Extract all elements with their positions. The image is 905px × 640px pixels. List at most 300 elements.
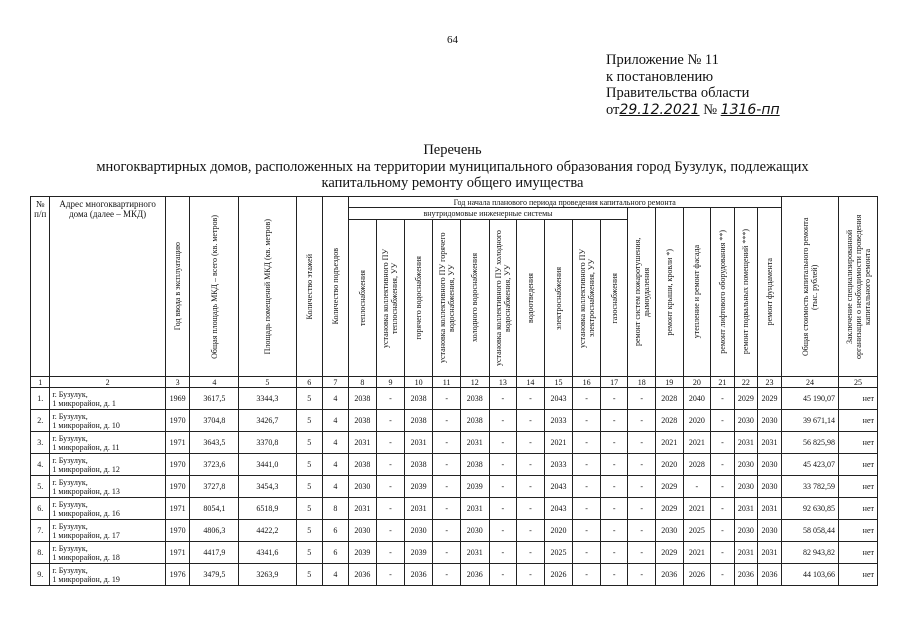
row-address [50, 520, 165, 542]
row-address [50, 388, 165, 410]
cell-floors: 5 [296, 410, 323, 432]
cell-c15: 2043 [544, 476, 573, 498]
column-number: 18 [628, 377, 656, 388]
header-fire: ремонт систем пожаротушения, дымоудаления [628, 208, 656, 377]
cell-c21: - [711, 520, 734, 542]
cell-c11: - [433, 410, 461, 432]
cell-c12: 2038 [460, 454, 489, 476]
cell-c10: 2038 [404, 388, 433, 410]
row-number: 2. [31, 410, 50, 432]
registry-table [30, 196, 878, 586]
cell-prem: 3454,3 [239, 476, 296, 498]
cell-c15: 2043 [544, 498, 573, 520]
address-street: 1 микрорайон, д. 18 [52, 552, 120, 562]
cell-c20: 2040 [683, 388, 711, 410]
column-number: 17 [600, 377, 628, 388]
cell-c16: - [573, 454, 601, 476]
cell-cost: 33 782,59 [781, 476, 838, 498]
cell-c14: - [517, 498, 545, 520]
header-floors: Количество этажей [296, 197, 323, 377]
cell-c14: - [517, 388, 545, 410]
column-number: 1 [31, 377, 50, 388]
cell-c17: - [600, 542, 628, 564]
column-number: 11 [433, 377, 461, 388]
cell-c16: - [573, 498, 601, 520]
cell-c17: - [600, 410, 628, 432]
column-number: 21 [711, 377, 734, 388]
cell-c19: 2030 [656, 520, 684, 542]
appendix-line-4 [606, 102, 780, 119]
row-number: 6. [31, 498, 50, 520]
cell-c11: - [433, 542, 461, 564]
address-street: 1 микрорайон, д. 17 [52, 530, 120, 540]
header-basement: ремонт подвальных помещений ***) [734, 208, 757, 377]
cell-ent: 4 [323, 410, 349, 432]
row-address [50, 498, 165, 520]
cell-cost: 45 190,07 [781, 388, 838, 410]
header-heat: теплоснабжения [348, 220, 377, 377]
cell-c21: - [711, 410, 734, 432]
cell-c22: 2030 [734, 410, 757, 432]
header-cost: Общая стоимость капитального ремонта (тыс. рублей) [781, 197, 838, 377]
table-row [31, 498, 878, 520]
cell-c16: - [573, 564, 601, 586]
header-cold-water-meter: установка коллективного ПУ холодного водоснабжения, УУ [489, 220, 517, 377]
cell-c18: - [628, 432, 656, 454]
cell-c10: 2038 [404, 410, 433, 432]
header-elevator: ремонт лифтового оборудования **) [711, 208, 734, 377]
cell-c18: - [628, 520, 656, 542]
column-number: 24 [781, 377, 838, 388]
cell-c12: 2038 [460, 410, 489, 432]
cell-cost: 39 671,14 [781, 410, 838, 432]
cell-c22: 2030 [734, 476, 757, 498]
cell-ent: 8 [323, 498, 349, 520]
cell-c16: - [573, 542, 601, 564]
cell-c22: 2031 [734, 432, 757, 454]
table-row [31, 520, 878, 542]
cell-c11: - [433, 388, 461, 410]
address-city: г. Бузулук, [52, 477, 88, 487]
table-row [31, 542, 878, 564]
cell-c9: - [377, 432, 405, 454]
cell-c12: 2030 [460, 520, 489, 542]
cell-c16: - [573, 432, 601, 454]
cell-c12: 2039 [460, 476, 489, 498]
cell-total: 3723,6 [190, 454, 239, 476]
row-number: 4. [31, 454, 50, 476]
cell-c19: 2029 [656, 542, 684, 564]
cell-c17: - [600, 520, 628, 542]
cell-c23: 2030 [758, 410, 782, 432]
header-facade: утепление и ремонт фасада [683, 208, 711, 377]
cell-cost: 92 630,85 [781, 498, 838, 520]
cell-prem: 6518,9 [239, 498, 296, 520]
appendix-date-prefix: от [606, 101, 620, 118]
header-foundation: ремонт фундамента [758, 208, 782, 377]
cell-cost: 82 943,82 [781, 542, 838, 564]
row-address [50, 454, 165, 476]
cell-c15: 2021 [544, 432, 573, 454]
cell-total: 3617,5 [190, 388, 239, 410]
cell-c23: 2030 [758, 476, 782, 498]
cell-ent: 4 [323, 432, 349, 454]
cell-floors: 5 [296, 520, 323, 542]
cell-ent: 4 [323, 454, 349, 476]
cell-c17: - [600, 454, 628, 476]
cell-c14: - [517, 520, 545, 542]
cell-c15: 2043 [544, 388, 573, 410]
cell-prem: 3263,9 [239, 564, 296, 586]
cell-c17: - [600, 498, 628, 520]
column-number: 4 [190, 377, 239, 388]
table-row [31, 388, 878, 410]
row-address [50, 432, 165, 454]
cell-c17: - [600, 476, 628, 498]
header-entrances: Количество подъездов [323, 197, 349, 377]
appendix-block [606, 52, 780, 118]
cell-c13: - [489, 542, 517, 564]
table-row [31, 432, 878, 454]
page-number: 64 [447, 34, 458, 46]
address-city: г. Бузулук, [52, 433, 88, 443]
cell-c13: - [489, 388, 517, 410]
cell-c8: 2038 [348, 454, 377, 476]
cell-c19: 2036 [656, 564, 684, 586]
cell-floors: 5 [296, 498, 323, 520]
cell-conclusion: нет [839, 454, 878, 476]
cell-c12: 2036 [460, 564, 489, 586]
cell-prem: 3441,0 [239, 454, 296, 476]
cell-c21: - [711, 388, 734, 410]
cell-conclusion: нет [839, 520, 878, 542]
cell-prem: 4341,6 [239, 542, 296, 564]
cell-c8: 2038 [348, 388, 377, 410]
address-street: 1 микрорайон, д. 13 [52, 486, 120, 496]
cell-year: 1970 [165, 476, 190, 498]
row-number: 7. [31, 520, 50, 542]
header-address: Адрес многоквартирного дома (далее – МКД) [50, 197, 165, 377]
cell-ent: 6 [323, 542, 349, 564]
column-number: 5 [239, 377, 296, 388]
cell-c10: 2036 [404, 564, 433, 586]
row-address [50, 564, 165, 586]
cell-c19: 2029 [656, 476, 684, 498]
cell-c17: - [600, 564, 628, 586]
cell-conclusion: нет [839, 388, 878, 410]
address-city: г. Бузулук, [52, 565, 88, 575]
header-electric-meter: установка коллективного ПУ электроснабжения, УУ [573, 220, 601, 377]
cell-c23: 2036 [758, 564, 782, 586]
cell-c18: - [628, 476, 656, 498]
cell-c20: 2028 [683, 454, 711, 476]
address-city: г. Бузулук, [52, 499, 88, 509]
cell-c11: - [433, 454, 461, 476]
row-number: 9. [31, 564, 50, 586]
cell-c18: - [628, 498, 656, 520]
cell-prem: 3370,8 [239, 432, 296, 454]
cell-c23: 2031 [758, 498, 782, 520]
cell-c17: - [600, 432, 628, 454]
cell-c19: 2028 [656, 410, 684, 432]
title-line-2: многоквартирных домов, расположенных на территории муниципального образования город Бузулук, подлежащих [96, 158, 809, 175]
cell-c22: 2029 [734, 388, 757, 410]
cell-c9: - [377, 454, 405, 476]
cell-c14: - [517, 454, 545, 476]
cell-c19: 2020 [656, 454, 684, 476]
cell-c22: 2030 [734, 520, 757, 542]
header-gas: газоснабжения [600, 220, 628, 377]
column-number: 15 [544, 377, 573, 388]
cell-c19: 2028 [656, 388, 684, 410]
cell-c21: - [711, 564, 734, 586]
cell-c21: - [711, 432, 734, 454]
address-street: 1 микрорайон, д. 12 [52, 464, 120, 474]
cell-total: 3643,5 [190, 432, 239, 454]
cell-floors: 5 [296, 542, 323, 564]
row-number: 3. [31, 432, 50, 454]
cell-c9: - [377, 388, 405, 410]
header-heat-meter: установка коллективного ПУ теплоснабжения, УУ [377, 220, 405, 377]
cell-c17: - [600, 388, 628, 410]
cell-ent: 6 [323, 520, 349, 542]
cell-c19: 2029 [656, 498, 684, 520]
cell-c21: - [711, 454, 734, 476]
cell-c10: 2031 [404, 498, 433, 520]
cell-c18: - [628, 542, 656, 564]
cell-c20: 2021 [683, 498, 711, 520]
cell-c11: - [433, 498, 461, 520]
cell-c13: - [489, 454, 517, 476]
cell-c15: 2033 [544, 454, 573, 476]
appendix-number: 1316-пп [720, 101, 780, 118]
cell-prem: 3344,3 [239, 388, 296, 410]
column-number: 7 [323, 377, 349, 388]
cell-c10: 2038 [404, 454, 433, 476]
header-internal-group: внутридомовые инженерные системы [348, 208, 628, 220]
cell-year: 1970 [165, 454, 190, 476]
cell-c8: 2030 [348, 520, 377, 542]
header-conclusion: Заключение специализированной организации о необходимости проведения капитального ремонта [839, 197, 878, 377]
cell-c13: - [489, 498, 517, 520]
appendix-number-label: № [703, 101, 718, 118]
header-roof: ремонт крыши, кровли *) [656, 208, 684, 377]
appendix-line-2: к постановлению [606, 68, 714, 85]
address-city: г. Бузулук, [52, 389, 88, 399]
cell-c18: - [628, 564, 656, 586]
header-period-group: Год начала планового периода проведения капитального ремонта [348, 197, 781, 208]
cell-c15: 2033 [544, 410, 573, 432]
column-number: 8 [348, 377, 377, 388]
cell-c12: 2031 [460, 542, 489, 564]
cell-c12: 2031 [460, 432, 489, 454]
title-line-1: Перечень [423, 142, 482, 158]
cell-c9: - [377, 410, 405, 432]
address-city: г. Бузулук, [52, 411, 88, 421]
cell-c12: 2031 [460, 498, 489, 520]
cell-total: 3479,5 [190, 564, 239, 586]
cell-c14: - [517, 432, 545, 454]
column-number: 2 [50, 377, 165, 388]
cell-c21: - [711, 498, 734, 520]
cell-c9: - [377, 498, 405, 520]
cell-c9: - [377, 520, 405, 542]
cell-ent: 4 [323, 476, 349, 498]
cell-c20: 2020 [683, 410, 711, 432]
appendix-line-3: Правительства области [606, 85, 750, 101]
column-number: 23 [758, 377, 782, 388]
cell-c9: - [377, 542, 405, 564]
cell-c13: - [489, 520, 517, 542]
cell-prem: 3426,7 [239, 410, 296, 432]
cell-c21: - [711, 542, 734, 564]
cell-c16: - [573, 388, 601, 410]
cell-c16: - [573, 520, 601, 542]
cell-c13: - [489, 564, 517, 586]
cell-c18: - [628, 454, 656, 476]
table-row [31, 410, 878, 432]
cell-conclusion: нет [839, 432, 878, 454]
cell-year: 1970 [165, 410, 190, 432]
cell-floors: 5 [296, 476, 323, 498]
row-number: 1. [31, 388, 50, 410]
column-numbers-row [31, 377, 878, 388]
cell-c8: 2030 [348, 476, 377, 498]
cell-c13: - [489, 410, 517, 432]
cell-c15: 2020 [544, 520, 573, 542]
cell-total: 3704,8 [190, 410, 239, 432]
cell-c10: 2031 [404, 432, 433, 454]
cell-prem: 4422,2 [239, 520, 296, 542]
cell-total: 4806,3 [190, 520, 239, 542]
column-number: 25 [839, 377, 878, 388]
cell-c23: 2031 [758, 542, 782, 564]
cell-c15: 2025 [544, 542, 573, 564]
column-number: 3 [165, 377, 190, 388]
appendix-line-1: Приложение № 11 [606, 52, 719, 68]
cell-conclusion: нет [839, 410, 878, 432]
column-number: 9 [377, 377, 405, 388]
cell-c20: 2026 [683, 564, 711, 586]
cell-total: 3727,8 [190, 476, 239, 498]
row-address [50, 410, 165, 432]
cell-conclusion: нет [839, 476, 878, 498]
cell-floors: 5 [296, 564, 323, 586]
cell-c11: - [433, 564, 461, 586]
address-city: г. Бузулук, [52, 543, 88, 553]
header-num: № п/п [31, 197, 50, 377]
cell-ent: 4 [323, 388, 349, 410]
cell-c13: - [489, 476, 517, 498]
address-street: 1 микрорайон, д. 1 [52, 398, 116, 408]
cell-year: 1976 [165, 564, 190, 586]
header-electric: электроснабжения [544, 220, 573, 377]
column-number: 19 [656, 377, 684, 388]
cell-c20: 2025 [683, 520, 711, 542]
cell-c8: 2036 [348, 564, 377, 586]
column-number: 14 [517, 377, 545, 388]
row-number: 8. [31, 542, 50, 564]
title-line-3: капитальному ремонту общего имущества [321, 175, 584, 191]
header-premises-area: Площадь помещений МКД (кв. метров) [239, 197, 296, 377]
cell-c14: - [517, 542, 545, 564]
cell-c10: 2039 [404, 476, 433, 498]
document-title [0, 142, 905, 192]
cell-c12: 2038 [460, 388, 489, 410]
column-number: 10 [404, 377, 433, 388]
cell-c18: - [628, 410, 656, 432]
cell-c23: 2030 [758, 454, 782, 476]
cell-conclusion: нет [839, 498, 878, 520]
header-drainage: водоотведения [517, 220, 545, 377]
cell-c8: 2031 [348, 498, 377, 520]
cell-c23: 2029 [758, 388, 782, 410]
cell-year: 1970 [165, 520, 190, 542]
row-address [50, 542, 165, 564]
header-total-area: Общая площадь МКД – всего (кв. метров) [190, 197, 239, 377]
cell-cost: 58 058,44 [781, 520, 838, 542]
header-cold-water: холодного водоснабжения [460, 220, 489, 377]
cell-year: 1971 [165, 542, 190, 564]
cell-c22: 2031 [734, 498, 757, 520]
cell-c10: 2039 [404, 542, 433, 564]
cell-c11: - [433, 476, 461, 498]
address-street: 1 микрорайон, д. 10 [52, 420, 120, 430]
cell-c23: 2030 [758, 520, 782, 542]
column-number: 13 [489, 377, 517, 388]
row-address [50, 476, 165, 498]
table-row [31, 476, 878, 498]
cell-c10: 2030 [404, 520, 433, 542]
cell-floors: 5 [296, 432, 323, 454]
cell-ent: 4 [323, 564, 349, 586]
cell-c22: 2031 [734, 542, 757, 564]
cell-c22: 2030 [734, 454, 757, 476]
cell-cost: 45 423,07 [781, 454, 838, 476]
row-number: 5. [31, 476, 50, 498]
cell-c9: - [377, 476, 405, 498]
cell-year: 1971 [165, 432, 190, 454]
cell-c16: - [573, 410, 601, 432]
cell-c15: 2026 [544, 564, 573, 586]
cell-c23: 2031 [758, 432, 782, 454]
address-street: 1 микрорайон, д. 16 [52, 508, 120, 518]
address-street: 1 микрорайон, д. 19 [52, 574, 120, 584]
cell-conclusion: нет [839, 542, 878, 564]
cell-c11: - [433, 520, 461, 542]
cell-total: 4417,9 [190, 542, 239, 564]
header-hot-water-meter: установка коллективного ПУ горячего водоснабжения, УУ [433, 220, 461, 377]
cell-year: 1969 [165, 388, 190, 410]
table-row [31, 454, 878, 476]
cell-c22: 2036 [734, 564, 757, 586]
column-number: 20 [683, 377, 711, 388]
cell-cost: 44 103,66 [781, 564, 838, 586]
cell-c20: 2021 [683, 542, 711, 564]
cell-c14: - [517, 410, 545, 432]
cell-c20: - [683, 476, 711, 498]
cell-conclusion: нет [839, 564, 878, 586]
cell-c13: - [489, 432, 517, 454]
cell-c8: 2031 [348, 432, 377, 454]
column-number: 16 [573, 377, 601, 388]
cell-c19: 2021 [656, 432, 684, 454]
cell-c21: - [711, 476, 734, 498]
table-row [31, 564, 878, 586]
cell-c8: 2038 [348, 410, 377, 432]
cell-total: 8054,1 [190, 498, 239, 520]
cell-c8: 2039 [348, 542, 377, 564]
